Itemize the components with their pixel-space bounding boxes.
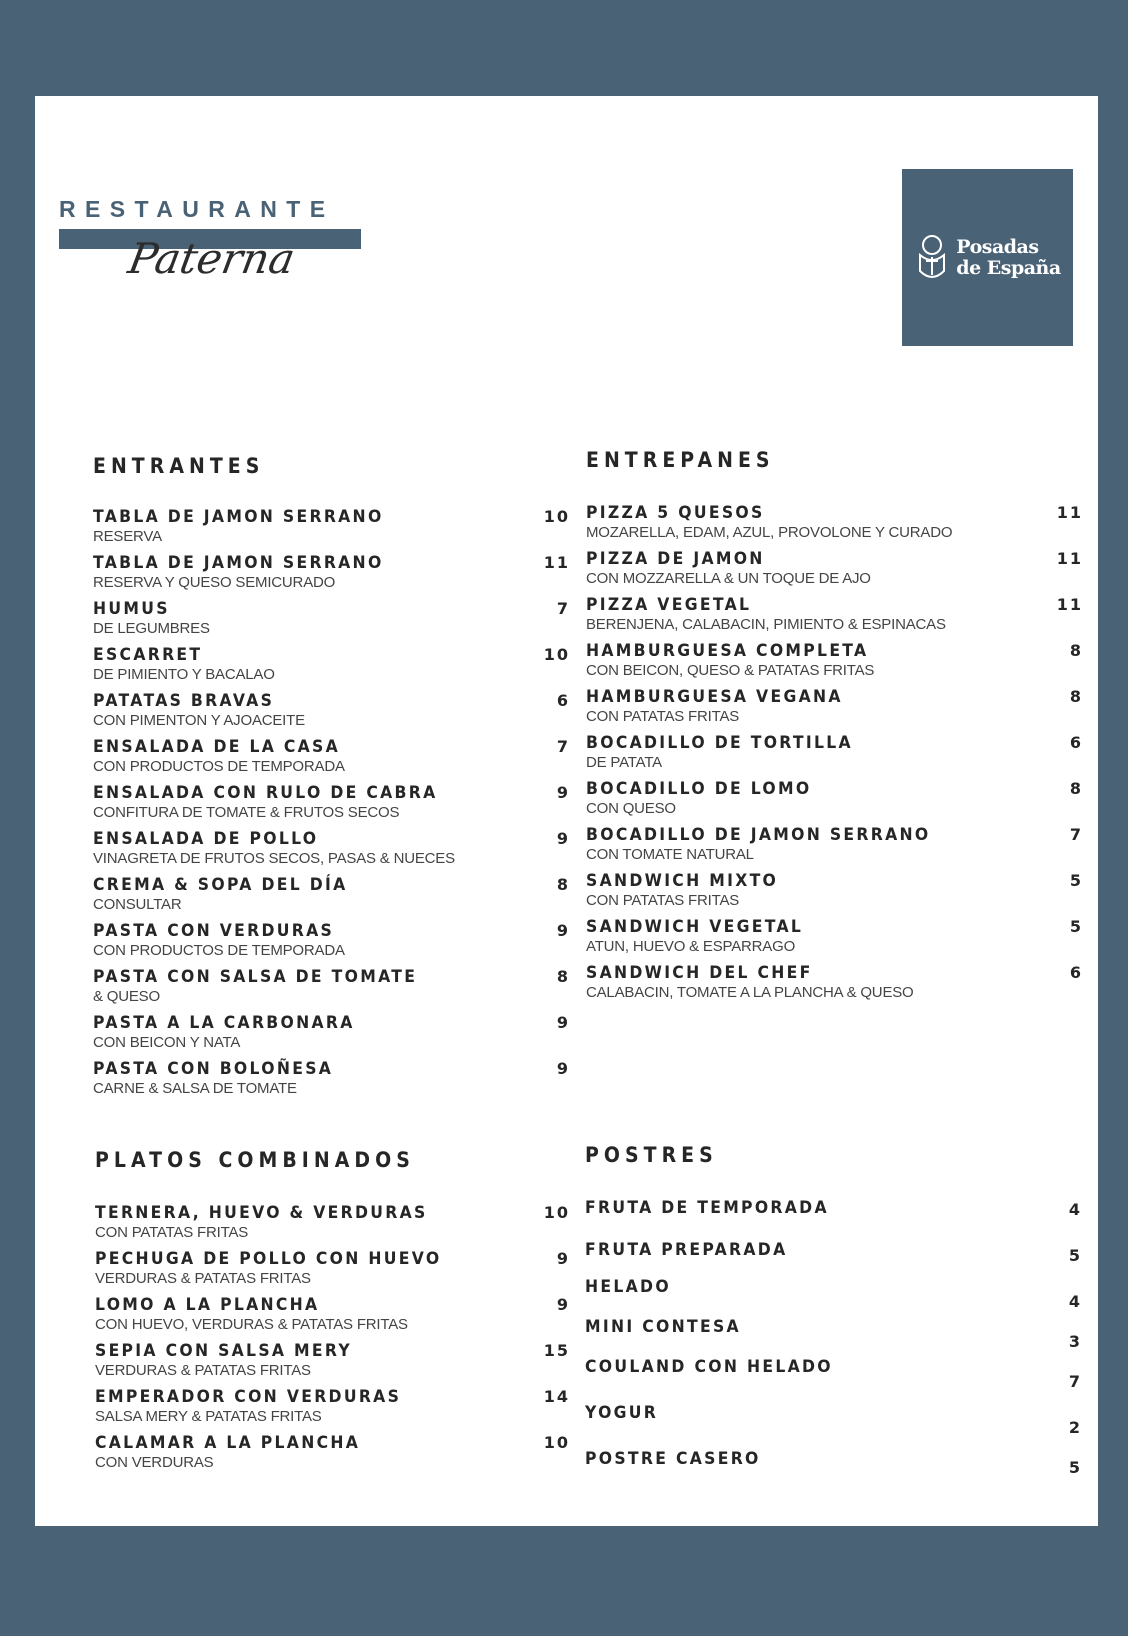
menu-item	[586, 962, 1083, 1002]
menu-item	[95, 1202, 570, 1242]
item-description: CON VERDURAS	[95, 1454, 214, 1471]
item-name: PASTA A LA CARBONARA	[93, 1013, 355, 1033]
item-price: 9	[556, 1295, 570, 1314]
menu-item	[93, 782, 570, 822]
menu-sheet	[35, 96, 1098, 1526]
item-name: SANDWICH DEL CHEF	[586, 963, 813, 983]
item-description: CONFITURA DE TOMATE & FRUTOS SECOS	[93, 804, 400, 821]
item-price: 14	[543, 1387, 570, 1406]
menu-item	[93, 874, 570, 914]
menu-item	[93, 966, 570, 1006]
item-description: DE PATATA	[586, 754, 662, 771]
item-price: 6	[1069, 733, 1083, 752]
item-name: ESCARRET	[93, 645, 203, 665]
section-title: ENTRANTES	[93, 454, 265, 478]
dessert-price: 7	[1068, 1372, 1082, 1391]
item-description: CON PRODUCTOS DE TEMPORADA	[93, 942, 345, 959]
menu-item	[93, 828, 570, 868]
menu-item	[586, 548, 1083, 588]
item-name: PASTA CON VERDURAS	[93, 921, 335, 941]
item-name: PIZZA 5 QUESOS	[586, 503, 765, 523]
dessert-name: FRUTA DE TEMPORADA	[585, 1198, 829, 1218]
item-price: 9	[556, 783, 570, 802]
item-description: DE LEGUMBRES	[93, 620, 210, 637]
item-name: PECHUGA DE POLLO CON HUEVO	[95, 1249, 442, 1269]
dessert-name: COULAND CON HELADO	[585, 1357, 833, 1377]
item-name: PASTA CON SALSA DE TOMATE	[93, 967, 418, 987]
section-title: ENTREPANES	[586, 448, 775, 472]
item-description: MOZARELLA, EDAM, AZUL, PROVOLONE Y CURADO	[586, 524, 953, 541]
menu-item	[93, 506, 570, 546]
item-price: 7	[556, 599, 570, 618]
item-price: 6	[1069, 963, 1083, 982]
restaurant-brand	[59, 196, 399, 306]
item-price: 6	[556, 691, 570, 710]
item-name: SEPIA CON SALSA MERY	[95, 1341, 352, 1361]
item-description: CON QUESO	[586, 800, 676, 817]
item-name: BOCADILLO DE TORTILLA	[586, 733, 853, 753]
item-description: CON BEICON Y NATA	[93, 1034, 241, 1051]
item-description: CONSULTAR	[93, 896, 182, 913]
item-price: 8	[556, 967, 570, 986]
item-description: CON BEICON, QUESO & PATATAS FRITAS	[586, 662, 875, 679]
item-description: CON HUEVO, VERDURAS & PATATAS FRITAS	[95, 1316, 408, 1333]
dessert-price: 4	[1068, 1292, 1082, 1311]
dessert-name: MINI CONTESA	[585, 1317, 741, 1337]
item-description: CON PRODUCTOS DE TEMPORADA	[93, 758, 345, 775]
menu-item	[95, 1386, 570, 1426]
item-price: 10	[543, 645, 570, 664]
menu-item	[93, 690, 570, 730]
item-price: 9	[556, 829, 570, 848]
item-name: PIZZA DE JAMON	[586, 549, 765, 569]
item-price: 8	[1069, 779, 1083, 798]
brand-script: Paterna	[124, 234, 299, 283]
item-description: & QUESO	[93, 988, 160, 1005]
item-description: ATUN, HUEVO & ESPARRAGO	[586, 938, 796, 955]
item-description: CON PATATAS FRITAS	[586, 892, 740, 909]
menu-item	[95, 1294, 570, 1334]
item-price: 10	[543, 1203, 570, 1222]
item-price: 11	[1056, 549, 1083, 568]
menu-item	[586, 594, 1083, 634]
item-name: PASTA CON BOLOÑESA	[93, 1059, 334, 1079]
item-name: HAMBURGUESA COMPLETA	[586, 641, 869, 661]
dessert-name: FRUTA PREPARADA	[585, 1240, 788, 1260]
item-name: SANDWICH VEGETAL	[586, 917, 804, 937]
item-price: 11	[543, 553, 570, 572]
item-price: 7	[1069, 825, 1083, 844]
item-description: RESERVA Y QUESO SEMICURADO	[93, 574, 336, 591]
item-price: 9	[556, 1013, 570, 1032]
posadas-logo	[902, 169, 1073, 346]
item-name: ENSALADA CON RULO DE CABRA	[93, 783, 438, 803]
item-name: CREMA & SOPA DEL DÍA	[93, 875, 348, 895]
brand-word: RESTAURANTE	[59, 196, 335, 222]
item-price: 10	[543, 1433, 570, 1452]
item-name: BOCADILLO DE JAMON SERRANO	[586, 825, 931, 845]
dessert-name: POSTRE CASERO	[585, 1449, 761, 1469]
item-description: CALABACIN, TOMATE A LA PLANCHA & QUESO	[586, 984, 914, 1001]
dessert-price: 5	[1068, 1246, 1082, 1265]
dessert-price: 3	[1068, 1332, 1082, 1351]
logo-text	[956, 237, 1060, 279]
dessert-price: 4	[1068, 1200, 1082, 1219]
item-price: 10	[543, 507, 570, 526]
item-name: TERNERA, HUEVO & VERDURAS	[95, 1203, 428, 1223]
item-name: EMPERADOR CON VERDURAS	[95, 1387, 402, 1407]
item-name: BOCADILLO DE LOMO	[586, 779, 812, 799]
menu-item	[95, 1248, 570, 1288]
item-price: 5	[1069, 871, 1083, 890]
item-price: 8	[1069, 687, 1083, 706]
dessert-name: YOGUR	[585, 1403, 659, 1423]
menu-item	[93, 552, 570, 592]
menu-item	[93, 644, 570, 684]
item-name: ENSALADA DE POLLO	[93, 829, 319, 849]
item-price: 7	[556, 737, 570, 756]
logo-line-1: Posadas	[956, 235, 1039, 258]
menu-item	[93, 736, 570, 776]
item-name: CALAMAR A LA PLANCHA	[95, 1433, 361, 1453]
item-name: TABLA DE JAMON SERRANO	[93, 507, 384, 527]
item-price: 8	[556, 875, 570, 894]
menu-item	[586, 502, 1083, 542]
item-description: CON PATATAS FRITAS	[586, 708, 740, 725]
item-name: ENSALADA DE LA CASA	[93, 737, 341, 757]
dessert-price: 2	[1068, 1418, 1082, 1437]
item-description: DE PIMIENTO Y BACALAO	[93, 666, 275, 683]
menu-item	[586, 824, 1083, 864]
dessert-price: 5	[1068, 1458, 1082, 1477]
menu-item	[586, 732, 1083, 772]
item-price: 9	[556, 1059, 570, 1078]
item-description: RESERVA	[93, 528, 162, 545]
item-name: SANDWICH MIXTO	[586, 871, 779, 891]
item-description: CON TOMATE NATURAL	[586, 846, 754, 863]
item-description: VINAGRETA DE FRUTOS SECOS, PASAS & NUECES	[93, 850, 455, 867]
item-description: SALSA MERY & PATATAS FRITAS	[95, 1408, 322, 1425]
item-price: 11	[1056, 595, 1083, 614]
item-name: PIZZA VEGETAL	[586, 595, 752, 615]
item-description: CON PATATAS FRITAS	[95, 1224, 249, 1241]
item-description: CARNE & SALSA DE TOMATE	[93, 1080, 297, 1097]
menu-item	[93, 1058, 570, 1098]
item-description: CON MOZZARELLA & UN TOQUE DE AJO	[586, 570, 871, 587]
item-price: 9	[556, 1249, 570, 1268]
item-price: 15	[543, 1341, 570, 1360]
dessert-name: HELADO	[585, 1277, 671, 1297]
item-description: VERDURAS & PATATAS FRITAS	[95, 1270, 311, 1287]
item-name: LOMO A LA PLANCHA	[95, 1295, 320, 1315]
item-description: BERENJENA, CALABACIN, PIMIENTO & ESPINACAS	[586, 616, 946, 633]
item-name: PATATAS BRAVAS	[93, 691, 275, 711]
menu-item	[586, 686, 1083, 726]
item-price: 11	[1056, 503, 1083, 522]
section-title: PLATOS COMBINADOS	[95, 1148, 415, 1172]
menu-item	[586, 916, 1083, 956]
item-name: HUMUS	[93, 599, 170, 619]
menu-item	[586, 870, 1083, 910]
menu-item	[95, 1432, 570, 1472]
section-title: POSTRES	[585, 1143, 718, 1167]
logo-line-2: de España	[956, 256, 1061, 279]
menu-item	[93, 920, 570, 960]
item-price: 8	[1069, 641, 1083, 660]
item-name: HAMBURGUESA VEGANA	[586, 687, 843, 707]
menu-item	[586, 778, 1083, 818]
item-description: VERDURAS & PATATAS FRITAS	[95, 1362, 311, 1379]
item-price: 9	[556, 921, 570, 940]
menu-item	[586, 640, 1083, 680]
menu-item	[95, 1340, 570, 1380]
item-name: TABLA DE JAMON SERRANO	[93, 553, 384, 573]
crest-icon	[914, 231, 950, 285]
item-description: CON PIMENTON Y AJOACEITE	[93, 712, 305, 729]
menu-item	[93, 598, 570, 638]
item-price: 5	[1069, 917, 1083, 936]
menu-item	[93, 1012, 570, 1052]
